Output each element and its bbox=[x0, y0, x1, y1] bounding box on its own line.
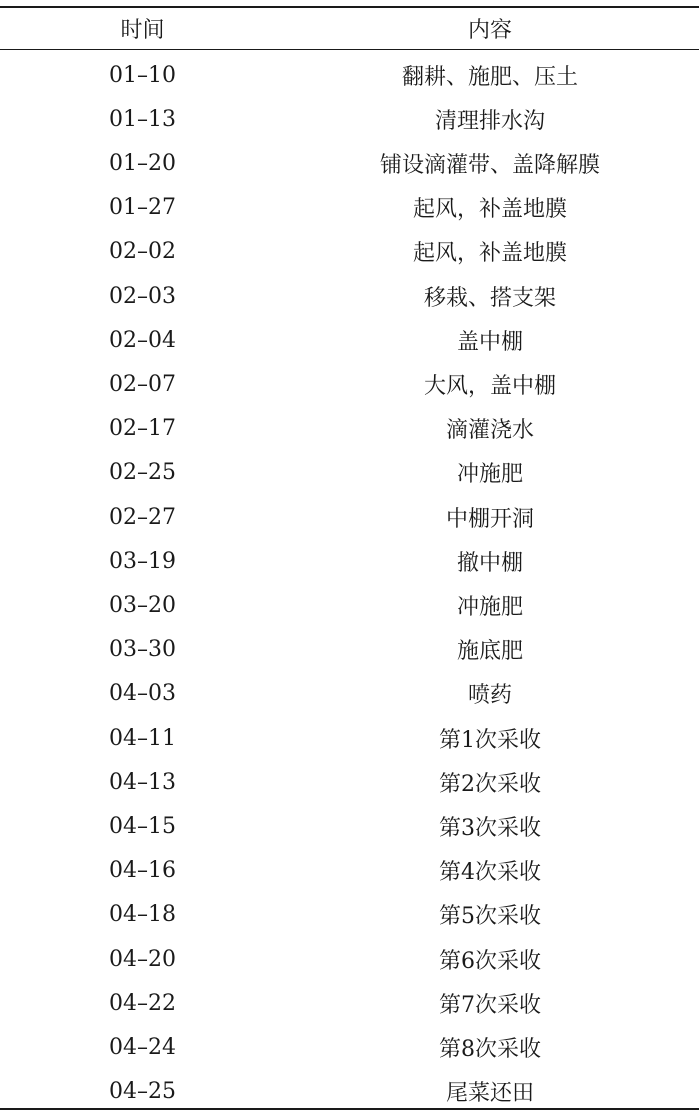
time-cell: 04–22 bbox=[109, 990, 176, 1016]
time-cell: 01–13 bbox=[109, 106, 176, 132]
time-cell: 04–25 bbox=[109, 1079, 176, 1105]
time-cell: 04–13 bbox=[109, 769, 176, 795]
time-cell: 04–11 bbox=[109, 725, 176, 751]
content-cell: 第4次采收 bbox=[439, 860, 541, 886]
table-header-rule bbox=[0, 49, 699, 50]
header-time: 时间 bbox=[120, 18, 165, 43]
table-row bbox=[0, 362, 699, 406]
table-row bbox=[0, 230, 699, 274]
table-bottom-rule bbox=[0, 1108, 699, 1110]
content-cell: 起风，补盖地膜 bbox=[412, 241, 567, 267]
header-content: 内容 bbox=[467, 18, 512, 43]
time-cell: 04–03 bbox=[109, 681, 176, 707]
content-cell: 中棚开洞 bbox=[445, 506, 534, 532]
table-row bbox=[0, 539, 699, 583]
table-row bbox=[0, 937, 699, 981]
time-cell: 03–20 bbox=[109, 592, 176, 618]
content-cell: 滴灌浇水 bbox=[445, 418, 534, 444]
content-cell: 大风，盖中棚 bbox=[423, 373, 556, 399]
time-cell: 03–30 bbox=[109, 637, 176, 663]
content-cell: 第6次采收 bbox=[439, 948, 541, 974]
content-cell: 移栽、搭支架 bbox=[423, 285, 556, 311]
content-cell: 清理排水沟 bbox=[434, 108, 545, 134]
table-row bbox=[0, 186, 699, 230]
time-cell: 01–20 bbox=[109, 150, 176, 176]
content-cell: 铺设滴灌带、盖降解膜 bbox=[379, 152, 600, 178]
table-row bbox=[0, 53, 699, 97]
content-cell: 冲施肥 bbox=[456, 594, 523, 620]
time-cell: 02–25 bbox=[109, 460, 176, 486]
content-cell: 尾菜还田 bbox=[445, 1081, 534, 1107]
content-cell: 盖中棚 bbox=[456, 329, 523, 355]
table-row bbox=[0, 893, 699, 937]
content-cell: 第1次采收 bbox=[439, 727, 541, 753]
content-cell: 起风，补盖地膜 bbox=[412, 197, 567, 223]
table-row bbox=[0, 628, 699, 672]
table-row bbox=[0, 274, 699, 318]
time-cell: 02–17 bbox=[109, 416, 176, 442]
time-cell: 02–03 bbox=[109, 283, 176, 309]
table-row bbox=[0, 318, 699, 362]
content-cell: 第8次采收 bbox=[439, 1036, 541, 1062]
table-row bbox=[0, 981, 699, 1025]
time-cell: 02–04 bbox=[109, 327, 176, 353]
time-cell: 03–19 bbox=[109, 548, 176, 574]
table-row bbox=[0, 716, 699, 760]
time-cell: 02–02 bbox=[109, 239, 176, 265]
time-cell: 04–16 bbox=[109, 858, 176, 884]
table-row bbox=[0, 583, 699, 627]
table-row bbox=[0, 495, 699, 539]
table-header-row bbox=[0, 8, 699, 49]
table-row bbox=[0, 760, 699, 804]
table-row bbox=[0, 141, 699, 185]
content-cell: 冲施肥 bbox=[456, 462, 523, 488]
content-cell: 喷药 bbox=[467, 683, 512, 709]
table-row bbox=[0, 1025, 699, 1069]
content-cell: 施底肥 bbox=[456, 639, 523, 665]
content-cell: 撤中棚 bbox=[456, 550, 523, 576]
content-cell: 第5次采收 bbox=[439, 904, 541, 930]
time-cell: 01–27 bbox=[109, 195, 176, 221]
content-cell: 翻耕、施肥、压土 bbox=[401, 64, 578, 90]
time-cell: 02–27 bbox=[109, 504, 176, 530]
table-row bbox=[0, 97, 699, 141]
time-cell: 02–07 bbox=[109, 371, 176, 397]
table-row bbox=[0, 804, 699, 848]
content-cell: 第7次采收 bbox=[439, 992, 541, 1018]
time-cell: 04–15 bbox=[109, 813, 176, 839]
table-row bbox=[0, 672, 699, 716]
time-cell: 04–20 bbox=[109, 946, 176, 972]
table-row bbox=[0, 451, 699, 495]
table-row bbox=[0, 849, 699, 893]
content-cell: 第3次采收 bbox=[439, 815, 541, 841]
table-row bbox=[0, 407, 699, 451]
time-cell: 04–18 bbox=[109, 902, 176, 928]
time-cell: 04–24 bbox=[109, 1034, 176, 1060]
time-cell: 01–10 bbox=[109, 62, 176, 88]
content-cell: 第2次采收 bbox=[439, 771, 541, 797]
